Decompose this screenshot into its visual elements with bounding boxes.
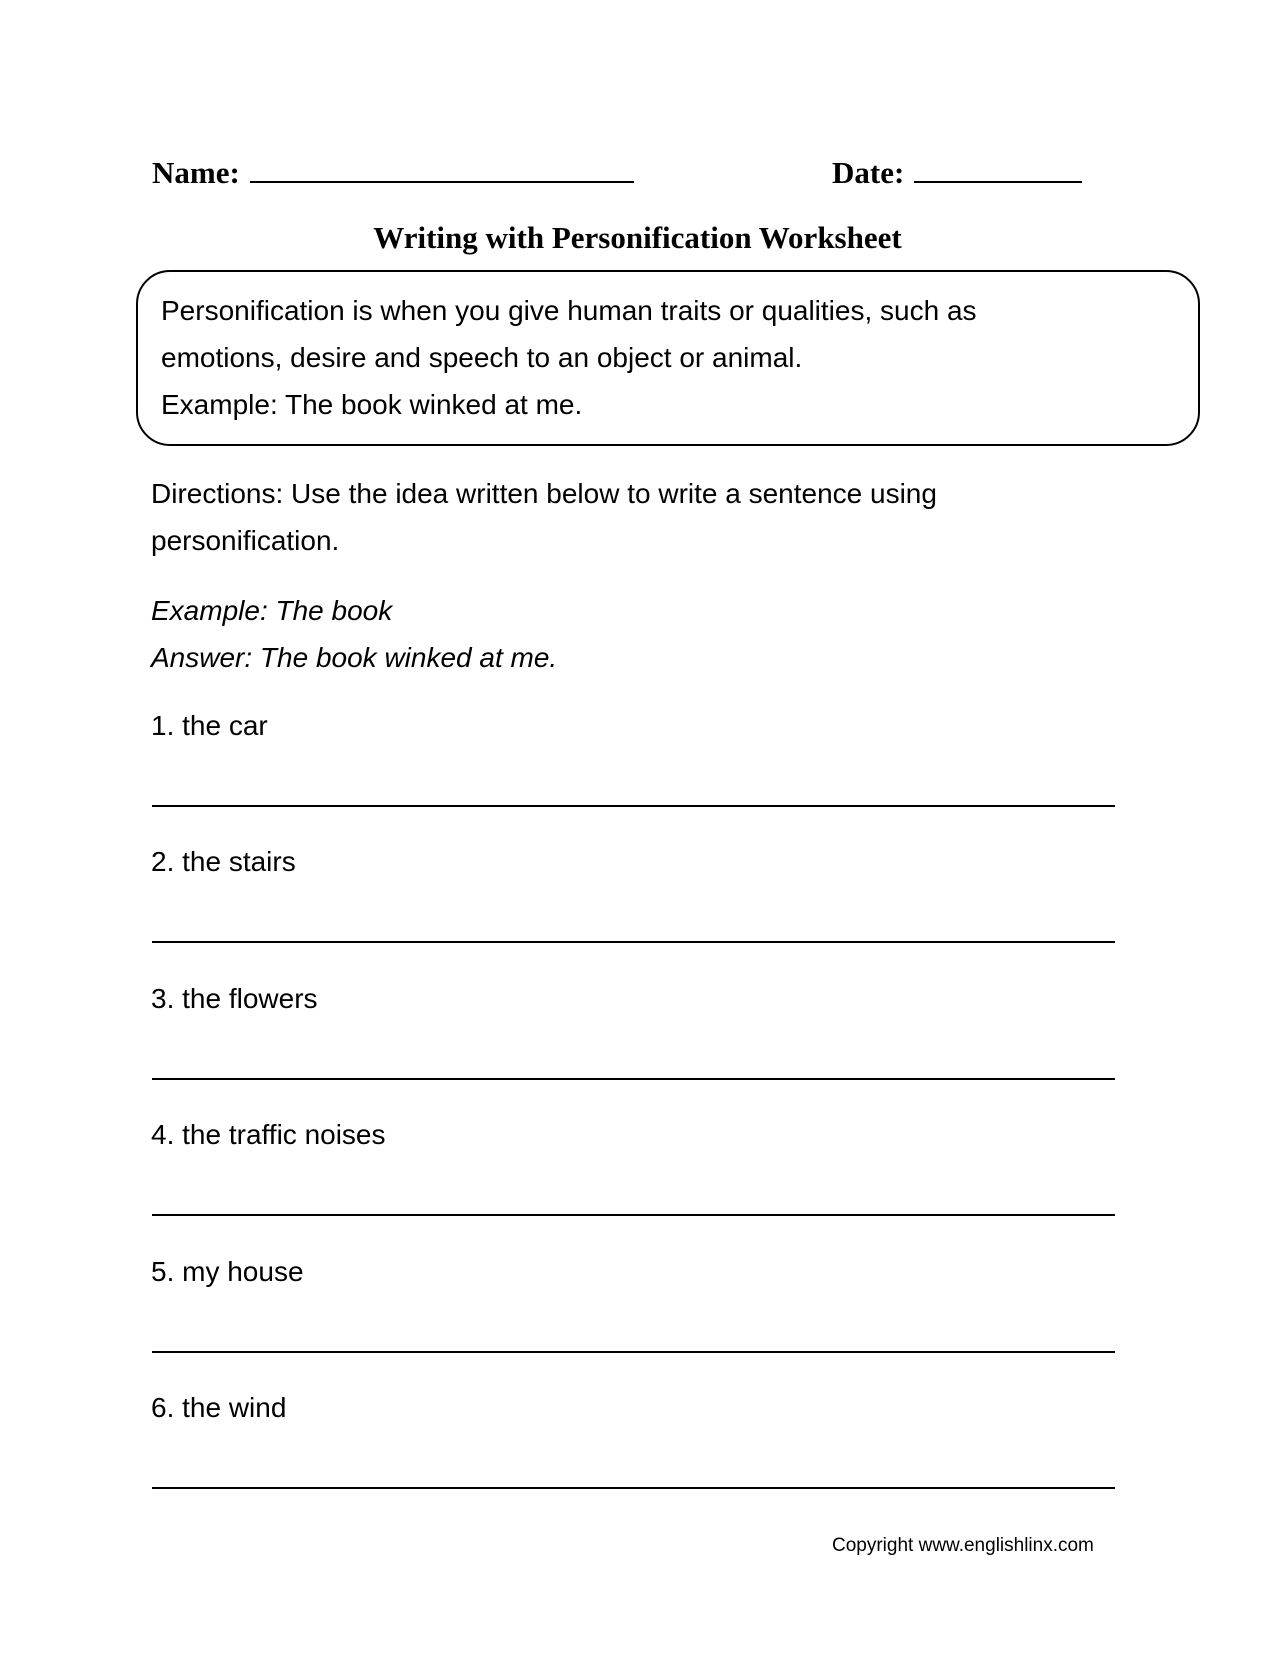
item-6-answer-line[interactable] [152, 1487, 1115, 1489]
directions-line-1: Directions: Use the idea written below to write a sentence using [151, 478, 937, 509]
item-4-answer-line[interactable] [152, 1214, 1115, 1216]
item-3-label: 3. the flowers [151, 983, 318, 1014]
name-blank-line[interactable] [250, 153, 634, 183]
example-answer: Answer: The book winked at me. [151, 642, 558, 673]
item-2-answer-line[interactable] [152, 941, 1115, 943]
item-6-label: 6. the wind [151, 1392, 287, 1423]
directions [151, 470, 1111, 564]
date-label: Date: [832, 155, 905, 190]
example-block [151, 587, 557, 681]
item-1-label: 1. the car [151, 710, 268, 741]
item-2-label: 2. the stairs [151, 846, 296, 877]
example-prompt: Example: The book [151, 595, 393, 626]
worksheet-title: Writing with Personification Worksheet [373, 220, 902, 255]
directions-line-2: personification. [151, 525, 340, 556]
item-3-answer-line[interactable] [152, 1078, 1115, 1080]
name-field [152, 153, 634, 191]
item-4-label: 4. the traffic noises [151, 1119, 386, 1150]
name-label: Name: [152, 155, 240, 190]
item-1-answer-line[interactable] [152, 805, 1115, 807]
copyright-text: Copyright www.englishlinx.com [832, 1535, 1094, 1556]
definition-example: Example: The book winked at me. [161, 389, 583, 420]
date-field [832, 153, 1082, 191]
date-blank-line[interactable] [914, 153, 1082, 183]
item-5-answer-line[interactable] [152, 1351, 1115, 1353]
item-5-label: 5. my house [151, 1256, 304, 1287]
definition-line-2: emotions, desire and speech to an object or animal. [161, 342, 803, 373]
definition-text [161, 287, 1181, 428]
definition-line-1: Personification is when you give human traits or qualities, such as [161, 295, 977, 326]
